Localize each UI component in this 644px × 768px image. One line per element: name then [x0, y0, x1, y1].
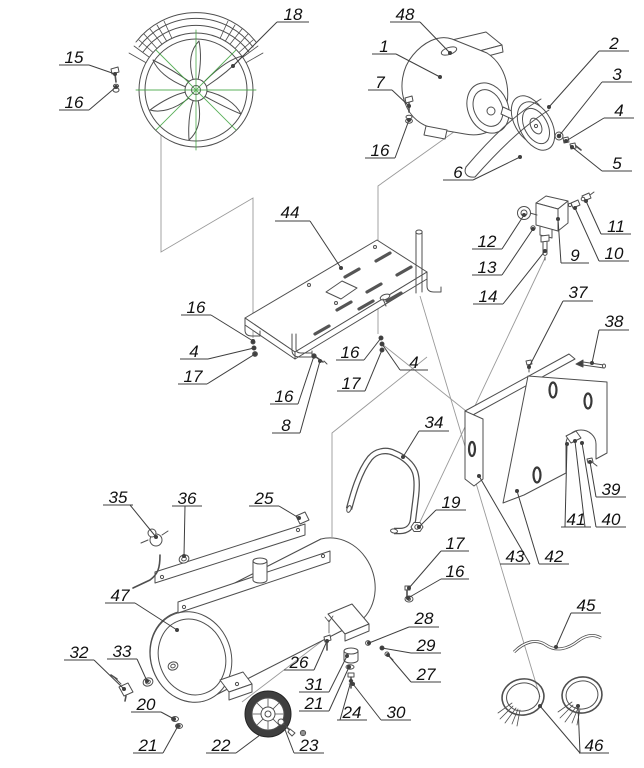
leader-dot [231, 64, 235, 68]
part-number: 7 [375, 73, 385, 92]
callout-16 [270, 354, 316, 406]
leader-line [94, 660, 124, 689]
part-number: 4 [614, 101, 624, 120]
align-pipe-to-hose [420, 296, 540, 697]
callout-34 [401, 413, 449, 459]
tank-assembly [137, 512, 375, 714]
leader-dot [565, 442, 569, 446]
leader-line [540, 706, 580, 753]
part-number: 22 [211, 736, 231, 755]
leader-dot [547, 105, 551, 109]
leader-dot [531, 227, 535, 231]
leader-dot [543, 249, 547, 253]
leader-line [572, 147, 602, 171]
leader-line [137, 659, 147, 681]
part-number: 28 [414, 609, 434, 628]
part-number: 34 [424, 413, 444, 432]
part-number: 46 [584, 736, 604, 755]
leader-line [279, 506, 299, 518]
spacer-bushing [253, 558, 267, 583]
leader-line [184, 506, 185, 556]
part-number: 48 [395, 5, 415, 24]
part-number: 25 [254, 489, 274, 508]
pulley [504, 90, 563, 157]
leader-dot [345, 654, 349, 658]
leader-line [502, 215, 524, 249]
part-number: 16 [64, 93, 84, 112]
leader-dot [253, 352, 257, 356]
leader-line [473, 157, 520, 180]
part-number: 27 [416, 665, 436, 684]
callout-27 [386, 653, 441, 684]
callout-44 [275, 203, 343, 270]
leader-dot [262, 730, 266, 734]
leader-line [236, 732, 264, 753]
part-number: 32 [69, 643, 89, 662]
leader-dot [339, 266, 343, 270]
part-number: 21 [304, 694, 324, 713]
leader-dot [154, 535, 158, 539]
leader-line [300, 361, 320, 433]
part-number: 24 [342, 703, 362, 722]
leader-line [556, 613, 571, 647]
leader-line [161, 712, 174, 719]
leader-dot [438, 75, 442, 79]
leader-line [566, 118, 604, 141]
leader-line [403, 431, 419, 457]
hoses-and-wires [498, 636, 605, 726]
part-number: 35 [108, 488, 128, 507]
part-number: 26 [289, 653, 309, 672]
leader-dot [347, 665, 351, 669]
leader-dot [590, 361, 594, 365]
leader-dot [406, 596, 410, 600]
part-number: 14 [478, 287, 498, 306]
leader-dot [417, 525, 421, 529]
leader-line [529, 301, 563, 367]
leader-line [310, 221, 341, 268]
leader-line [298, 356, 314, 404]
part-number: 6 [453, 163, 463, 182]
leader-line [395, 120, 409, 158]
leader-line [208, 348, 254, 359]
leader-line [130, 505, 156, 537]
leader-dot [556, 217, 560, 221]
part-number: 8 [281, 416, 291, 435]
leader-dot [573, 439, 577, 443]
part-number: 30 [386, 703, 406, 722]
pressure-switch [518, 192, 595, 260]
leader-dot [407, 586, 411, 590]
leader-dot [251, 339, 255, 343]
part-number: 15 [64, 48, 84, 67]
callout-4 [380, 342, 428, 372]
drain-cock [119, 683, 133, 696]
leader-dot [325, 639, 329, 643]
leader-dot [554, 645, 558, 649]
part-number: 38 [604, 312, 624, 331]
part-number: 11 [607, 217, 625, 236]
callout-16 [59, 85, 118, 112]
leader-dot [518, 155, 522, 159]
leader-line [503, 251, 545, 304]
leader-line [549, 51, 599, 107]
callout-38 [590, 312, 629, 365]
align-plate-to-panel [382, 344, 466, 411]
callout-11 [584, 199, 631, 236]
leader-dot [252, 346, 256, 350]
leader-dot [576, 704, 580, 708]
leader-dot [522, 213, 526, 217]
leader-dot [580, 441, 584, 445]
part-number: 9 [570, 246, 580, 265]
leader-dot [113, 72, 117, 76]
leader-dot [172, 717, 176, 721]
part-number: 31 [304, 675, 324, 694]
part-number: 47 [110, 586, 130, 605]
callout-4 [180, 342, 256, 361]
part-number: 16 [340, 343, 360, 362]
part-number: 4 [409, 353, 419, 372]
leader-dot [448, 51, 452, 55]
callout-21 [133, 724, 180, 755]
leader-dot [477, 474, 481, 478]
part-number: 33 [112, 642, 132, 661]
callout-36 [172, 489, 202, 558]
part-number: 16 [445, 562, 465, 581]
leader-line [382, 344, 400, 370]
part-number: 37 [568, 283, 588, 302]
leader-dot [588, 460, 592, 464]
part-number: 4 [189, 342, 199, 361]
part-number: 45 [576, 596, 596, 615]
leader-dot [297, 516, 301, 520]
callout-16 [336, 336, 383, 362]
wire-coil-right [558, 674, 605, 725]
part-number: 3 [612, 65, 622, 84]
callout-16 [365, 118, 411, 160]
part-number: 13 [477, 258, 497, 277]
leader-line [559, 82, 602, 136]
leader-line [207, 354, 255, 384]
leader-line [409, 551, 441, 588]
part-number: 36 [177, 489, 197, 508]
part-number: 18 [283, 5, 303, 24]
leader-line [590, 462, 596, 497]
leader-dot [380, 342, 384, 346]
part-number: 16 [186, 298, 206, 317]
leader-dot [175, 628, 179, 632]
part-number: 21 [138, 736, 158, 755]
part-number: 40 [601, 510, 621, 529]
leader-dot [570, 145, 574, 149]
part-number: 44 [280, 203, 300, 222]
leader-line [329, 656, 347, 692]
leader-dot [407, 104, 411, 108]
part-number: 42 [544, 547, 564, 566]
callout-19 [417, 493, 466, 529]
leader-dot [380, 348, 384, 352]
callout-20 [131, 695, 176, 721]
switch-fitting [541, 235, 549, 260]
leader-dot [312, 354, 316, 358]
leader-line [388, 655, 411, 682]
part-number: 2 [609, 34, 619, 53]
rubber-foot [344, 648, 358, 654]
leader-line [163, 726, 178, 753]
leader-line [89, 87, 116, 110]
motor-assembly [402, 32, 581, 156]
part-number: 23 [299, 736, 319, 755]
callout-29 [380, 636, 441, 655]
leader-dot [367, 641, 371, 645]
align-pump-to-plate [161, 135, 253, 338]
leader-line [364, 338, 381, 360]
part-number: 17 [445, 534, 465, 553]
leader-dot [538, 704, 542, 708]
part-number: 19 [441, 493, 461, 512]
leader-dot [182, 554, 186, 558]
outlet-fittings [568, 192, 594, 208]
part-number: 1 [379, 37, 389, 56]
callout-12 [472, 213, 526, 251]
part-number: 10 [604, 244, 624, 263]
leader-dot [282, 725, 286, 729]
leader-dot [122, 687, 126, 691]
leader-line [408, 579, 441, 598]
part-number: 16 [274, 387, 294, 406]
part-number: 43 [505, 547, 525, 566]
part-number: 5 [612, 154, 622, 173]
leader-dot [584, 199, 588, 203]
part-number: 16 [370, 141, 390, 160]
wheel [245, 691, 306, 737]
leader-line [586, 201, 601, 234]
part-number: 29 [416, 636, 436, 655]
leader-dot [176, 724, 180, 728]
plate-flange-right [427, 273, 441, 292]
leader-line [369, 627, 409, 643]
leader-line [592, 330, 599, 363]
handle-tube [349, 451, 417, 531]
leader-dot [515, 489, 519, 493]
leader-dot [386, 653, 390, 657]
leader-dot [573, 206, 577, 210]
part-number: 41 [566, 510, 586, 529]
pump-fan-assembly [111, 13, 263, 150]
callout-25 [249, 489, 301, 520]
callout-37 [527, 283, 593, 369]
leader-dot [380, 646, 384, 650]
leader-dot [379, 336, 383, 340]
callout-15 [59, 48, 117, 76]
leader-dot [407, 118, 411, 122]
leader-dot [114, 85, 118, 89]
part-number: 39 [601, 480, 621, 499]
leader-dot [145, 679, 149, 683]
leader-dot [564, 139, 568, 143]
wire-coil-left [498, 676, 547, 726]
leader-dot [351, 682, 355, 686]
part-number: 12 [477, 232, 497, 251]
guard-panels [465, 354, 607, 503]
carry-handle [346, 451, 417, 534]
callout-4 [564, 101, 634, 143]
hub [261, 707, 275, 721]
leader-line [502, 229, 533, 275]
leader-dot [318, 359, 322, 363]
leader-dot [557, 134, 561, 138]
part-number: 20 [136, 695, 156, 714]
part-number: 17 [183, 367, 203, 386]
center-lines [136, 30, 256, 150]
callout-16 [181, 298, 255, 343]
part-number: 17 [341, 374, 361, 393]
leader-dot [527, 365, 531, 369]
callout-39 [588, 460, 626, 499]
leader-dot [401, 455, 405, 459]
